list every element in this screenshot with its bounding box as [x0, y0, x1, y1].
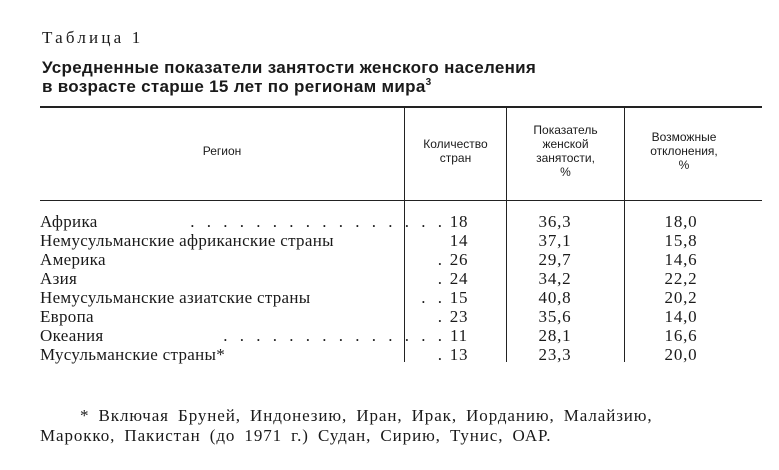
row-countries: 26 [449, 250, 469, 269]
table-row [40, 288, 760, 307]
header-deviation-line-1: Возможные [651, 130, 717, 144]
row-leader-dots: . [437, 250, 446, 269]
row-employment: 40,8 [538, 288, 572, 307]
table-row [40, 269, 760, 288]
header-employment [507, 123, 624, 179]
row-deviation: 14,6 [664, 250, 698, 269]
header-employment-line-1: Показатель [533, 123, 598, 137]
row-employment: 28,1 [538, 326, 572, 345]
table-label: Таблица 1 [42, 28, 144, 47]
row-leader-dots: . . . . . . . . . . . . . . [223, 326, 446, 345]
header-deviation-line-2: отклонения, [650, 144, 718, 158]
row-region: Азия [40, 269, 78, 288]
row-leader-dots: . . [421, 288, 446, 307]
header-region [40, 144, 404, 158]
row-region: Европа [40, 307, 94, 326]
header-employment-line-4: % [560, 165, 571, 179]
title-note-mark: 3 [425, 77, 432, 88]
row-deviation: 16,6 [664, 326, 698, 345]
row-region: Океания [40, 326, 104, 345]
table-title-line-1: Усредненные показатели занятости женского населения [42, 58, 537, 77]
row-employment: 34,2 [538, 269, 572, 288]
header-employment-line-2: женской [542, 137, 589, 151]
row-leader-dots: . . . . . . . . . . . . . . . . [190, 212, 446, 231]
row-region: Африка [40, 212, 98, 231]
table-footnote [40, 406, 760, 446]
row-countries: 18 [449, 212, 469, 231]
header-deviation [625, 130, 743, 172]
footnote-line-2: Марокко, Пакистан (до 1971 г.) Судан, Сирию, Тунис, ОАР. [40, 426, 552, 445]
header-countries [405, 137, 506, 165]
row-deviation: 20,0 [664, 345, 698, 364]
header-deviation-line-3: % [678, 158, 690, 172]
row-region: Мусульманские страны* [40, 345, 226, 364]
header-countries-line-1: Количество [423, 137, 488, 151]
row-deviation: 18,0 [664, 212, 698, 231]
row-deviation: 15,8 [664, 231, 698, 250]
header-region-text: Регион [202, 144, 242, 158]
table-top-rule [40, 106, 762, 108]
row-countries: 14 [449, 231, 469, 250]
table-row [40, 345, 760, 364]
row-countries: 24 [449, 269, 469, 288]
row-countries: 11 [450, 326, 468, 345]
table-title-line-2-text: в возрасте старше 15 лет по регионам мира [42, 77, 426, 96]
table-title-line-2 [42, 77, 682, 96]
table-row [40, 250, 760, 269]
row-region: Немусульманские африканские страны [40, 231, 334, 250]
footnote-line-1: * Включая Бруней, Индонезию, Иран, Ирак, Иорданию, Малайзию, [80, 406, 653, 425]
row-deviation: 22,2 [664, 269, 698, 288]
row-employment: 23,3 [538, 345, 572, 364]
row-leader-dots: . [437, 307, 446, 326]
table-row [40, 326, 760, 345]
header-employment-line-3: занятости, [536, 151, 595, 165]
row-deviation: 14,0 [664, 307, 698, 326]
row-countries: 23 [449, 307, 469, 326]
table-title [42, 58, 682, 96]
row-leader-dots: . [437, 269, 446, 288]
row-region: Немусульманские азиатские страны [40, 288, 311, 307]
row-deviation: 20,2 [664, 288, 698, 307]
row-employment: 29,7 [538, 250, 572, 269]
header-countries-line-2: стран [439, 151, 472, 165]
row-countries: 13 [449, 345, 469, 364]
row-employment: 36,3 [538, 212, 572, 231]
table-row [40, 231, 760, 250]
row-region: Америка [40, 250, 106, 269]
row-employment: 37,1 [538, 231, 572, 250]
table-row [40, 212, 760, 231]
table-row [40, 307, 760, 326]
row-countries: 15 [449, 288, 469, 307]
row-leader-dots: . [437, 345, 446, 364]
row-employment: 35,6 [538, 307, 572, 326]
table-header-bottom-rule [40, 200, 762, 201]
